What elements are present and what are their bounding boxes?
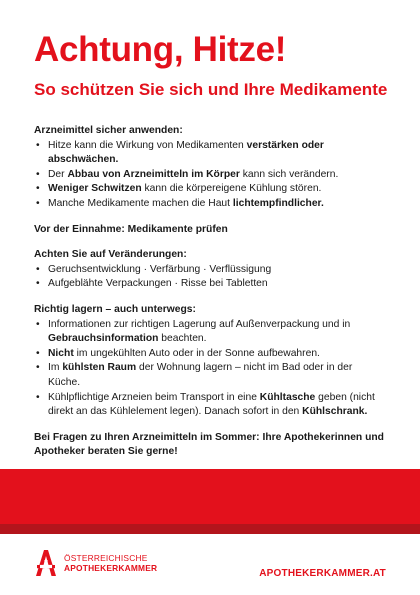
- list-item: [34, 318, 384, 347]
- text-segment: Im: [48, 362, 63, 374]
- bold-text: Nicht: [48, 347, 74, 359]
- pharmacy-a-logo-icon: [34, 548, 58, 578]
- red-band: [0, 469, 420, 524]
- bold-text: Kühltasche: [259, 391, 316, 403]
- list-item: [34, 197, 384, 212]
- text-segment: kann die körpereigene Kühlung stören.: [141, 183, 322, 195]
- content-body: [34, 124, 384, 460]
- text-segment: Geruchsentwicklung · Verfärbung · Verflüssigung: [48, 263, 272, 275]
- list-item: [34, 263, 384, 278]
- logo-wordmark: [64, 553, 157, 574]
- section-heading: Vor der Einnahme: Medikamente prüfen: [34, 223, 228, 235]
- section-heading: Achten Sie auf Veränderungen:: [34, 249, 187, 261]
- list-item: [34, 347, 384, 362]
- text-segment: Hitze kann die Wirkung von Medikamenten: [48, 139, 247, 151]
- text-segment: Aufgeblähte Verpackungen · Risse bei Tabletten: [48, 278, 268, 290]
- bold-text: verstärken oder abschwächen.: [48, 139, 324, 166]
- bullet-list: [34, 318, 384, 420]
- page-subtitle: So schützen Sie sich und Ihre Medikamente: [34, 80, 388, 99]
- bullet-list: [34, 139, 384, 212]
- bold-text: Weniger Schwitzen: [48, 183, 142, 195]
- section: [34, 303, 384, 420]
- bold-text: Kühlschrank.: [302, 406, 368, 418]
- section-heading: Arzneimittel sicher anwenden:: [34, 125, 183, 136]
- list-item: [34, 277, 384, 292]
- bold-text: Abbau von Arzneimitteln im Körper: [67, 168, 240, 180]
- sections-container: [34, 124, 384, 420]
- section-heading: Richtig lagern – auch unterwegs:: [34, 303, 196, 315]
- list-item: [34, 168, 384, 183]
- page-title: Achtung, Hitze!: [34, 30, 287, 69]
- section: [34, 248, 384, 292]
- bullet-list: [34, 263, 384, 292]
- section: [34, 124, 384, 212]
- text-segment: Manche Medikamente machen die Haut: [48, 197, 233, 209]
- text-segment: geben (nicht direkt an das Kühlelement legen). Danach sofort in den: [48, 391, 375, 418]
- text-segment: im ungekühlten Auto oder in der Sonne aufbewahren.: [73, 347, 320, 359]
- logo-line-2: APOTHEKERKAMMER: [64, 563, 158, 573]
- bold-text: lichtempfindlicher.: [232, 197, 324, 209]
- list-item: [34, 361, 384, 390]
- list-item: [34, 182, 384, 197]
- logo-line-1: ÖSTERREICHISCHE: [64, 552, 148, 563]
- bold-text: Gebrauchsinformation: [48, 333, 159, 345]
- text-segment: Der: [48, 168, 68, 180]
- website-link[interactable]: APOTHEKERKAMMER.AT: [259, 568, 386, 579]
- text-segment: kann sich verändern.: [239, 168, 339, 180]
- text-segment: Kühlpflichtige Arzneien beim Transport in eine: [48, 391, 260, 403]
- closing-text: Bei Fragen zu Ihren Arzneimitteln im Sommer: Ihre Apothekerinnen und Apotheker beraten Sie gerne!: [34, 431, 384, 458]
- apothekerkammer-logo: [34, 548, 157, 578]
- text-segment: der Wohnung lagern – nicht im Bad oder in der Küche.: [48, 362, 353, 388]
- text-segment: Informationen zur richtigen Lagerung auf Außenverpackung und in: [48, 318, 351, 330]
- section: [34, 223, 384, 238]
- dark-band: [0, 524, 420, 534]
- list-item: [34, 139, 384, 168]
- text-segment: beachten.: [158, 333, 207, 345]
- bold-text: kühlsten Raum: [62, 362, 137, 374]
- list-item: [34, 391, 384, 420]
